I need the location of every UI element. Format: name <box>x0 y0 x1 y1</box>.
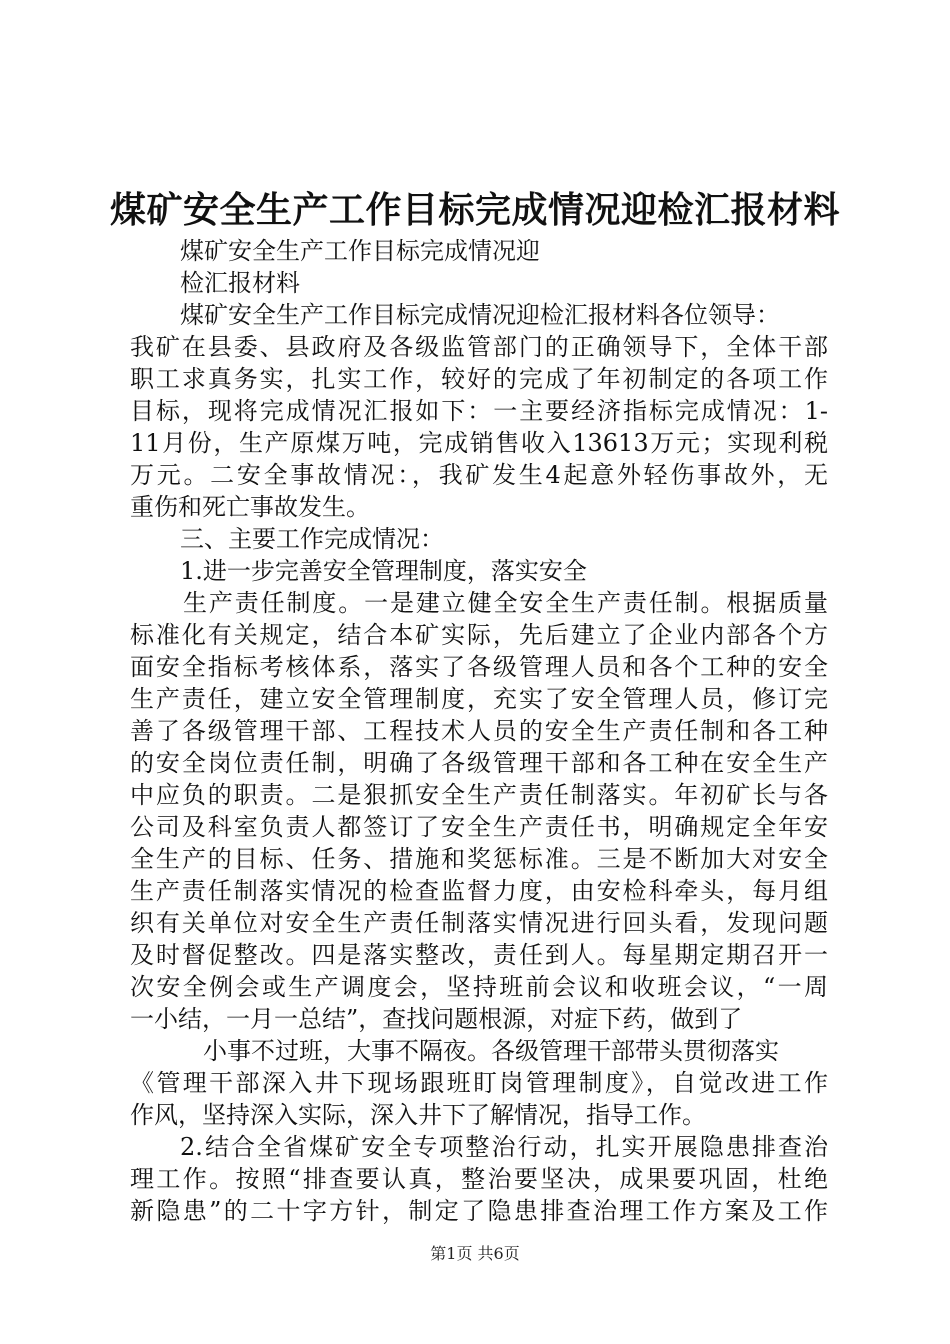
text-line: 11月份，生产原煤万吨，完成销售收入13613万元；实现利税 <box>130 429 828 457</box>
text-line: 生产责任制度。一是建立健全安全生产责任制。根据质量 <box>183 589 828 617</box>
text-line: 重伤和死亡事故发生。 <box>130 493 370 521</box>
text-line: 目标，现将完成情况汇报如下：一主要经济指标完成情况：1- <box>130 397 828 425</box>
text-line: 煤矿安全生产工作目标完成情况迎 <box>180 237 540 265</box>
text-line: 《管理干部深入井下现场跟班盯岗管理制度》，自觉改进工作 <box>130 1069 828 1097</box>
text-line: 万元。二安全事故情况：，我矿发生4起意外轻伤事故外，无 <box>130 461 828 489</box>
text-line: 生产责任制落实情况的检查监督力度，由安检科牵头，每月组 <box>130 877 828 905</box>
text-line: 中应负的职责。二是狠抓安全生产责任制落实。年初矿长与各 <box>130 781 828 809</box>
text-line: 理工作。按照“排查要认真，整治要坚决，成果要巩固，杜绝 <box>130 1165 828 1193</box>
page-number: 第1页 共6页 <box>430 1244 520 1263</box>
text-line: 检汇报材料 <box>180 269 300 297</box>
text-line: 公司及科室负责人都签订了安全生产责任书，明确规定全年安 <box>130 813 828 841</box>
text-line: 标准化有关规定，结合本矿实际，先后建立了企业内部各个方 <box>130 621 828 649</box>
text-line: 及时督促整改。四是落实整改，责任到人。每星期定期召开一 <box>130 941 828 969</box>
text-line: 我矿在县委、县政府及各级监管部门的正确领导下，全体干部 <box>130 333 828 361</box>
text-line: 的安全岗位责任制，明确了各级管理干部和各工种在安全生产 <box>130 749 828 777</box>
text-line: 职工求真务实，扎实工作，较好的完成了年初制定的各项工作 <box>130 365 828 393</box>
text-line: 生产责任，建立安全管理制度，充实了安全管理人员，修订完 <box>130 685 828 713</box>
text-line: 织有关单位对安全生产责任制落实情况进行回头看，发现问题 <box>130 909 828 937</box>
subsection-heading: 1.进一步完善安全管理制度，落实安全 <box>180 557 587 585</box>
document-title: 煤矿安全生产工作目标完成情况迎检汇报材料 <box>109 189 840 231</box>
text-line: 小事不过班，大事不隔夜。各级管理干部带头贯彻落实 <box>203 1037 779 1065</box>
text-line: 善了各级管理干部、工程技术人员的安全生产责任制和各工种 <box>130 717 828 745</box>
text-line: 新隐患”的二十字方针，制定了隐患排查治理工作方案及工作 <box>130 1197 828 1225</box>
text-line: 煤矿安全生产工作目标完成情况迎检汇报材料各位领导： <box>180 301 780 329</box>
text-line: 2.结合全省煤矿安全专项整治行动，扎实开展隐患排查治 <box>180 1133 828 1161</box>
text-line: 一小结，一月一总结”，查找问题根源，对症下药，做到了 <box>130 1005 743 1033</box>
text-line: 全生产的目标、任务、措施和奖惩标准。三是不断加大对安全 <box>130 845 828 873</box>
section-heading: 三、主要工作完成情况： <box>180 525 444 553</box>
text-line: 次安全例会或生产调度会，坚持班前会议和收班会议，“一周 <box>130 973 828 1001</box>
text-line: 作风，坚持深入实际，深入井下了解情况，指导工作。 <box>130 1101 706 1129</box>
text-line: 面安全指标考核体系，落实了各级管理人员和各个工种的安全 <box>130 653 828 681</box>
